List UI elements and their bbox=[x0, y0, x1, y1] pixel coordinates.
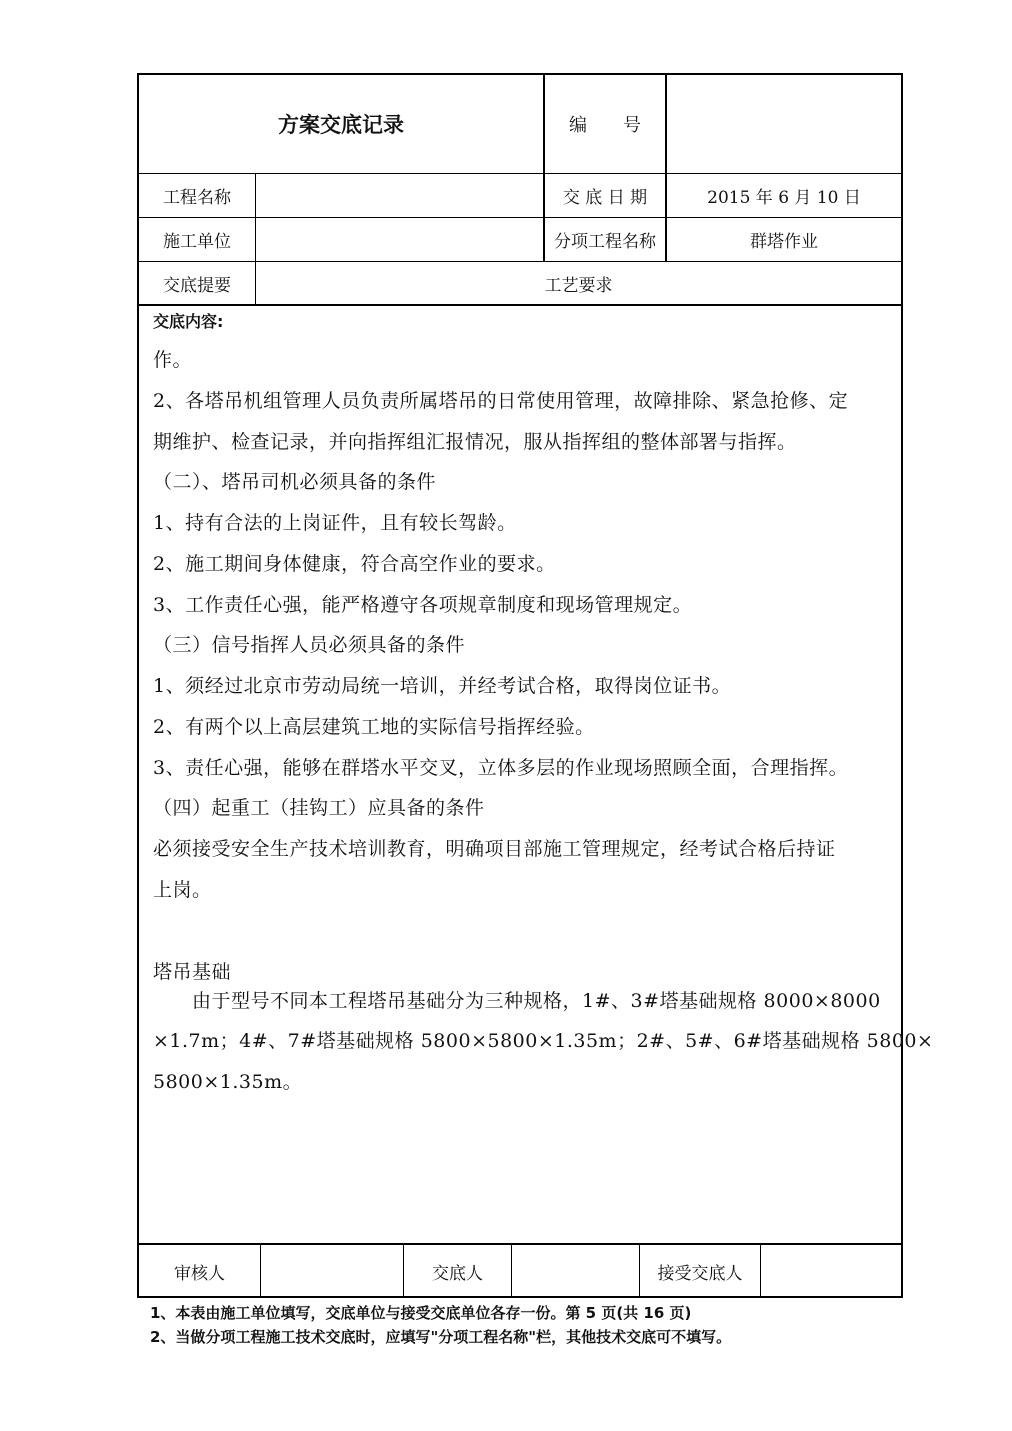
footnote-1: 1、本表由施工单位填写，交底单位与接受交底单位各存一份。第 5 页(共 16 页) bbox=[150, 1304, 692, 1322]
receiver-label: 接受交底人 bbox=[657, 1264, 743, 1284]
content-line: ×1.7m；4#、7#塔基础规格 5800×5800×1.35m；2#、5#、6#塔基础规格 5800× bbox=[153, 1030, 934, 1052]
footnote-2: 2、当做分项工程施工技术交底时，应填写"分项工程名称"栏，其他技术交底可不填写。 bbox=[150, 1328, 732, 1346]
content-line: 上岗。 bbox=[153, 879, 212, 901]
content-line: 由于型号不同本工程塔吊基础分为三种规格，1#、3#塔基础规格 8000×8000 bbox=[153, 990, 881, 1012]
content-line: 作。 bbox=[153, 349, 193, 371]
content-line: 期维护、检查记录，并向指挥组汇报情况，服从指挥组的整体部署与指挥。 bbox=[153, 431, 797, 453]
handover-record-form bbox=[137, 73, 934, 1298]
content-line: 3、工作责任心强，能严格遵守各项规章制度和现场管理规定。 bbox=[153, 594, 693, 616]
content-line: 必须接受安全生产技术培训教育，明确项目部施工管理规定，经考试合格后持证 bbox=[153, 838, 836, 860]
summary-label: 交底提要 bbox=[163, 275, 231, 296]
content-line: 2、有两个以上高层建筑工地的实际信号指挥经验。 bbox=[153, 716, 595, 738]
construction-unit-label: 施工单位 bbox=[163, 232, 231, 252]
construction-unit-field[interactable] bbox=[256, 218, 543, 261]
date-label: 交 底 日 期 bbox=[562, 188, 648, 208]
reviewer-label: 审核人 bbox=[174, 1264, 225, 1284]
reviewer-field[interactable] bbox=[261, 1245, 403, 1298]
number-label: 编 号 bbox=[569, 115, 641, 136]
content-line: 塔吊基础 bbox=[153, 961, 232, 983]
presenter-field[interactable] bbox=[512, 1245, 639, 1298]
content-label: 交底内容: bbox=[153, 312, 224, 331]
content-line: （三）信号指挥人员必须具备的条件 bbox=[153, 634, 466, 656]
content-line: 1、须经过北京市劳动局统一培训，并经考试合格，取得岗位证书。 bbox=[153, 675, 732, 697]
content-line: （四）起重工（挂钩工）应具备的条件 bbox=[153, 797, 485, 819]
form-title: 方案交底记录 bbox=[278, 113, 404, 137]
sub-project-field[interactable]: 群塔作业 bbox=[750, 232, 818, 252]
content-line: 2、施工期间身体健康，符合高空作业的要求。 bbox=[153, 553, 556, 575]
content-line: 3、责任心强，能够在群塔水平交叉，立体多层的作业现场照顾全面，合理指挥。 bbox=[153, 757, 849, 779]
summary-field[interactable]: 工艺要求 bbox=[544, 275, 613, 296]
content-line: 5800×1.35m。 bbox=[153, 1071, 303, 1093]
project-name-field[interactable] bbox=[256, 174, 543, 217]
content-line: （二）、塔吊司机必须具备的条件 bbox=[153, 471, 437, 493]
date-field[interactable]: 2015 年 6 月 10 日 bbox=[707, 188, 861, 208]
receiver-field[interactable] bbox=[761, 1245, 901, 1298]
row-divider bbox=[139, 304, 901, 306]
content-line: 2、各塔吊机组管理人员负责所属塔吊的日常使用管理，故障排除、紧急抢修、定 bbox=[153, 390, 849, 412]
number-field[interactable] bbox=[667, 75, 901, 173]
presenter-label: 交底人 bbox=[432, 1264, 483, 1284]
content-line: 1、持有合法的上岗证件，且有较长驾龄。 bbox=[153, 512, 517, 534]
project-name-label: 工程名称 bbox=[163, 188, 231, 208]
sub-project-label: 分项工程名称 bbox=[554, 232, 656, 252]
